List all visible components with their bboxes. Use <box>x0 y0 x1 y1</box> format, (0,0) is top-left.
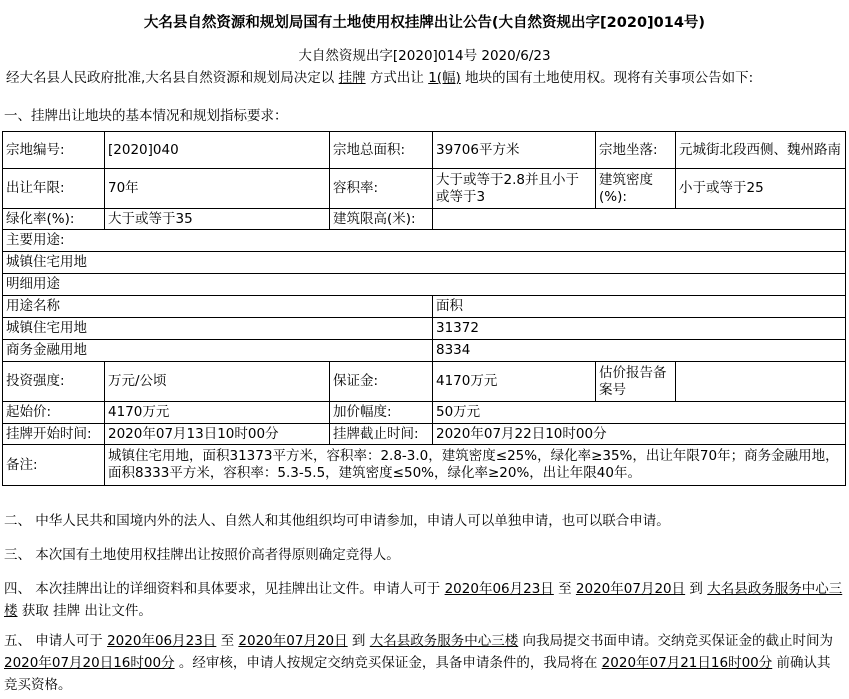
parcel-no-label: 宗地编号: <box>3 132 105 169</box>
date-text: 2020年07月20日 <box>575 581 686 597</box>
table-row <box>3 362 846 402</box>
section-2-paragraph: 二、 中华人民共和国境内外的法人、自然人和其他组织均可申请参加，申请人可以单独申请，也可以联合申请。 <box>4 513 670 529</box>
date-text: 2020年06月23日 <box>444 581 554 597</box>
table-row <box>3 296 846 318</box>
green-value: 大于或等于35 <box>105 209 330 230</box>
density-value: 小于或等于25 <box>676 169 846 209</box>
location-value: 元城街北段西侧、魏州路南 <box>676 132 846 169</box>
start-price-label: 起始价: <box>3 402 105 424</box>
height-value <box>433 209 846 230</box>
document-number-date: 大自然资规出字[2020]014号 2020/6/23 <box>298 48 551 64</box>
parcel-no-value: [2020]040 <box>105 132 330 169</box>
table-row <box>3 169 846 209</box>
main-use-value: 城镇住宅用地 <box>3 252 846 274</box>
far-value: 大于或等于2.8并且小于或等于3 <box>433 169 596 209</box>
total-area-value: 39706平方米 <box>433 132 596 169</box>
listing-start-label: 挂牌开始时间: <box>3 424 105 445</box>
parcel-count-text: 1(幅) <box>428 70 461 86</box>
increment-label: 加价幅度: <box>330 402 433 424</box>
section-1-heading: 一、挂牌出让地块的基本情况和规划指标要求： <box>4 108 288 124</box>
table-row <box>3 252 846 274</box>
table-row <box>3 424 846 445</box>
table-row <box>3 445 846 486</box>
increment-value: 50万元 <box>433 402 846 424</box>
intro-paragraph: 经大名县人民政府批准,大名县自然资源和规划局决定以 挂牌 方式出让 1(幅) 地块的国有土地使用权。现将有关事项公告如下: <box>6 70 754 86</box>
use-name-cell: 商务金融用地 <box>3 340 433 362</box>
report-label: 估价报告备案号 <box>596 362 676 402</box>
density-label: 建筑密度(%): <box>596 169 676 209</box>
table-row <box>3 132 846 169</box>
table-row <box>3 402 846 424</box>
use-area-cell: 8334 <box>433 340 846 362</box>
remarks-label: 备注: <box>3 445 105 486</box>
deadline-text: 2020年07月20日16时00分 <box>4 655 175 671</box>
table-row <box>3 230 846 252</box>
section-5-paragraph: 五、 申请人可于 2020年06月23日 至 2020年07月20日 到 大名县政务服务中心三楼 向我局提交书面申请。交纳竞买保证金的截止时间为 2020年07月20日16时00分 。经审核，申请人按规定交纳竞买保证金，具备申请条件的，我局将在 2020年07月21日16时00分 前确认其竞买资格。 <box>4 633 834 693</box>
term-value: 70年 <box>105 169 330 209</box>
term-label: 出让年限: <box>3 169 105 209</box>
place-text: 大名县政务服务中心三楼 <box>4 581 843 619</box>
listing-start-value: 2020年07月13日10时00分 <box>105 424 330 445</box>
listing-end-value: 2020年07月22日10时00分 <box>433 424 846 445</box>
use-area-cell: 31372 <box>433 318 846 340</box>
section-4-paragraph: 四、 本次挂牌出让的详细资料和具体要求，见挂牌出让文件。申请人可于 2020年06月23日 至 2020年07月20日 到 大名县政务服务中心三楼 获取 挂牌 出让文件。 <box>4 581 843 619</box>
invest-value: 万元/公顷 <box>105 362 330 402</box>
table-row <box>3 340 846 362</box>
use-name-cell: 城镇住宅用地 <box>3 318 433 340</box>
listing-end-label: 挂牌截止时间: <box>330 424 433 445</box>
green-label: 绿化率(%): <box>3 209 105 230</box>
height-label: 建筑限高(米): <box>330 209 433 230</box>
deposit-value: 4170万元 <box>433 362 596 402</box>
detail-use-label: 明细用途 <box>3 274 846 296</box>
deposit-label: 保证金: <box>330 362 433 402</box>
date-text: 2020年06月23日 <box>107 633 217 649</box>
main-use-label: 主要用途: <box>3 230 846 252</box>
table-row <box>3 209 846 230</box>
table-row <box>3 318 846 340</box>
table-row <box>3 274 846 296</box>
invest-label: 投资强度: <box>3 362 105 402</box>
total-area-label: 宗地总面积: <box>330 132 433 169</box>
area-header: 面积 <box>433 296 846 318</box>
start-price-value: 4170万元 <box>105 402 330 424</box>
method-text: 挂牌 <box>338 70 366 86</box>
location-label: 宗地坐落: <box>596 132 676 169</box>
place-text: 大名县政务服务中心三楼 <box>369 633 519 649</box>
page-title: 大名县自然资源和规划局国有土地使用权挂牌出让公告(大自然资规出字[2020]014号) <box>143 15 706 31</box>
date-text: 2020年07月20日 <box>238 633 348 649</box>
far-label: 容积率: <box>330 169 433 209</box>
remarks-value: 城镇住宅用地，面积31373平方米，容积率：2.8-3.0，建筑密度≤25%，绿化率≥35%，出让年限70年；商务金融用地，面积8333平方米，容积率：5.3-5.5，建筑密度≤50%，绿化率≥20%，出让年限40年。 <box>105 445 846 486</box>
report-value <box>676 362 846 402</box>
section-3-paragraph: 三、 本次国有土地使用权挂牌出让按照价高者得原则确定竞得人。 <box>4 547 400 563</box>
land-parcel-table <box>2 131 846 486</box>
confirm-date-text: 2020年07月21日16时00分 <box>601 655 773 671</box>
use-name-header: 用途名称 <box>3 296 433 318</box>
announcement-sections <box>0 496 849 696</box>
